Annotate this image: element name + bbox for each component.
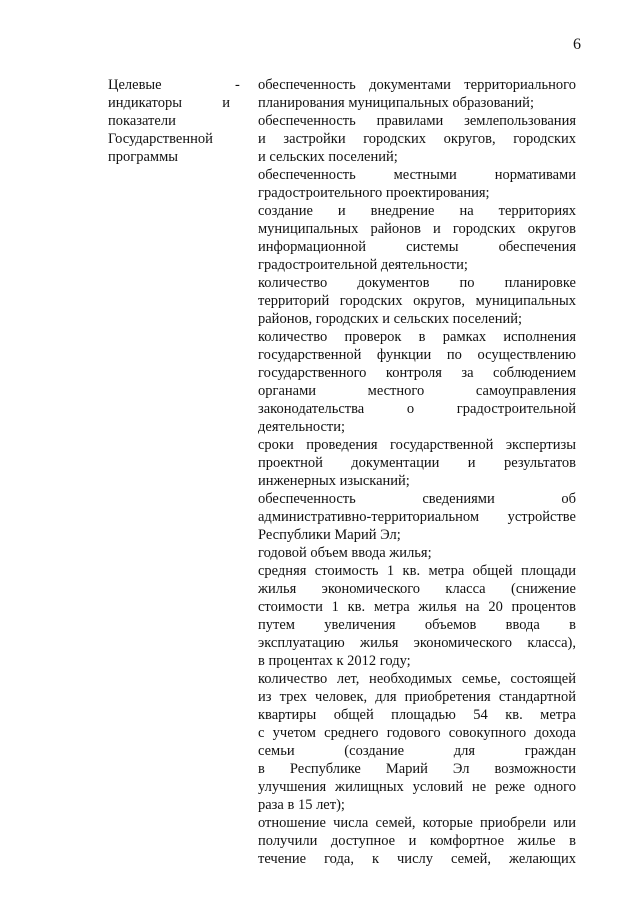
indicator-line: средняя стоимость 1 кв. метра общей площади — [258, 563, 576, 579]
indicator-item — [258, 670, 576, 814]
indicator-line: обеспеченность сведениями об — [258, 491, 576, 507]
indicator-line: проектной документации и результатов — [258, 455, 576, 471]
indicator-line: законодательства о градостроительной — [258, 401, 576, 417]
indicator-line: создание и внедрение на территориях — [258, 203, 576, 219]
indicator-item — [258, 76, 576, 112]
indicator-item — [258, 436, 576, 490]
section-label — [108, 76, 230, 166]
indicator-line: количество документов по планировке — [258, 275, 576, 291]
indicator-item — [258, 544, 576, 562]
indicator-item — [258, 274, 576, 328]
indicator-line: с учетом среднего годового совокупного дохода — [258, 725, 576, 741]
indicator-line: из трех человек, для приобретения стандартной — [258, 689, 576, 705]
indicator-line: государственной функции по осуществлению — [258, 347, 576, 363]
indicator-item — [258, 112, 576, 166]
indicator-line: районов, городских и сельских поселений; — [258, 311, 523, 327]
indicator-line: обеспеченность местными нормативами — [258, 167, 576, 183]
indicator-item — [258, 814, 576, 868]
indicator-line: государственного контроля за соблюдением — [258, 365, 576, 381]
indicator-line: в процентах к 2012 году; — [258, 653, 411, 669]
indicator-line: деятельности; — [258, 419, 346, 435]
indicator-line: обеспеченность правилами землепользования — [258, 113, 576, 129]
indicator-item — [258, 328, 576, 436]
indicator-line: и застройки городских округов, городских — [258, 131, 576, 147]
indicator-line: количество лет, необходимых семье, состоящей — [258, 671, 576, 687]
indicator-line: течение года, к числу семей, желающих — [258, 851, 576, 867]
indicator-line: обеспеченность документами территориального — [258, 77, 576, 93]
indicator-line: жилья экономического класса (снижение — [258, 581, 576, 597]
indicator-line: органами местного самоуправления — [258, 383, 576, 399]
indicator-line: улучшения жилищных условий не реже одного — [258, 779, 576, 795]
label-line: Государственной — [108, 131, 213, 147]
indicator-line: муниципальных районов и городских округов — [258, 221, 576, 237]
indicator-line: получили доступное и комфортное жилье в — [258, 833, 576, 849]
indicator-line: эксплуатацию жилья экономического класса), — [258, 635, 576, 651]
indicator-line: Республики Марий Эл; — [258, 527, 401, 543]
indicator-line: в Республике Марий Эл возможности — [258, 761, 576, 777]
indicator-line: градостроительного проектирования; — [258, 185, 490, 201]
indicator-line: раза в 15 лет); — [258, 797, 345, 813]
indicator-line: планирования муниципальных образований; — [258, 95, 534, 111]
label-line: программы — [108, 149, 178, 165]
indicator-line: информационной системы обеспечения — [258, 239, 576, 255]
indicator-line: годовой объем ввода жилья; — [258, 545, 432, 561]
indicator-line: административно-территориальном устройстве — [258, 509, 576, 525]
indicator-line: количество проверок в рамках исполнения — [258, 329, 576, 345]
label-line: показатели — [108, 113, 176, 129]
indicator-line: инженерных изысканий; — [258, 473, 410, 489]
page-number: 6 — [573, 36, 581, 53]
indicator-list — [258, 76, 576, 868]
indicator-line: градостроительной деятельности; — [258, 257, 468, 273]
indicator-line: стоимости 1 кв. метра жилья на 20 процентов — [258, 599, 576, 615]
indicator-line: путем увеличения объемов ввода в — [258, 617, 576, 633]
indicator-line: отношение числа семей, которые приобрели или — [258, 815, 576, 831]
indicator-line: сроки проведения государственной экспертизы — [258, 437, 576, 453]
indicator-line: семьи (создание для граждан — [258, 743, 576, 759]
indicator-line: квартиры общей площадью 54 кв. метра — [258, 707, 576, 723]
label-line: Целевые — [108, 77, 162, 93]
indicator-item — [258, 202, 576, 274]
indicator-line: территорий городских округов, муниципальных — [258, 293, 576, 309]
indicator-item — [258, 562, 576, 670]
indicator-item — [258, 490, 576, 544]
label-dash: - — [235, 77, 240, 93]
indicator-item — [258, 166, 576, 202]
label-line: индикаторы и — [108, 95, 230, 111]
indicator-line: и сельских поселений; — [258, 149, 398, 165]
